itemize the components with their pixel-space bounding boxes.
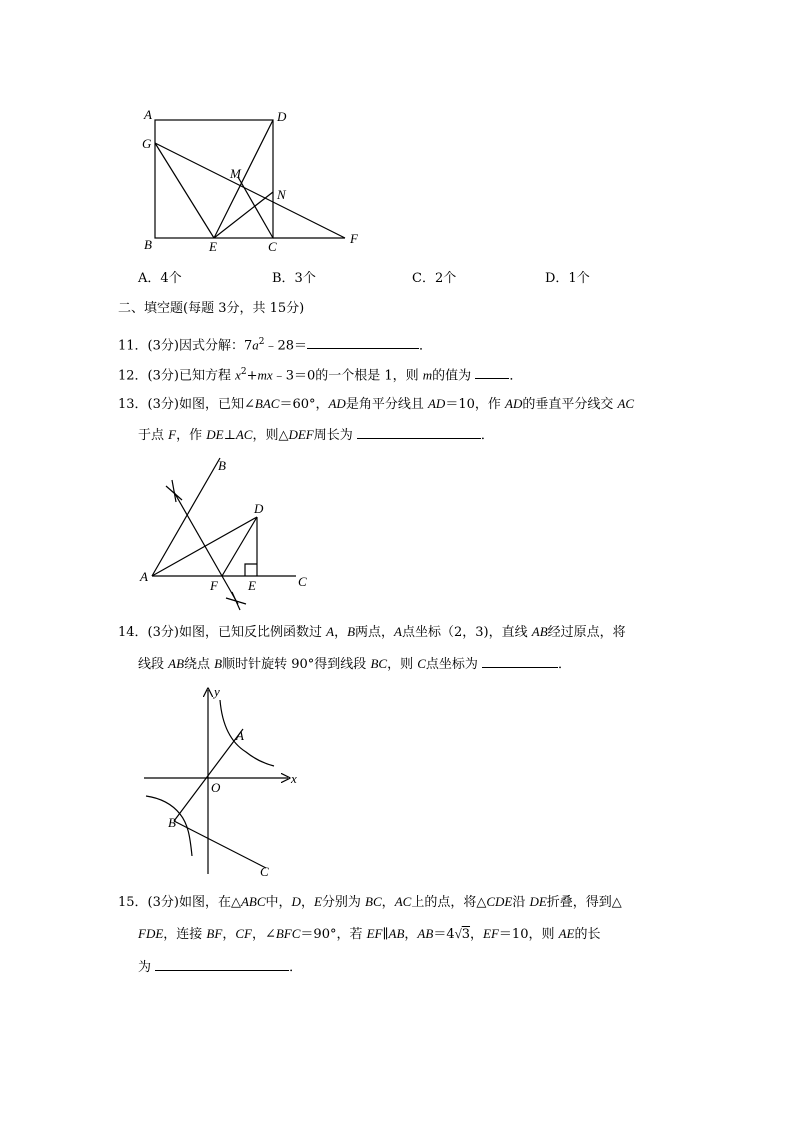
answer-blank-14 [482, 654, 558, 668]
question-14-line-2: 线段 AB绕点 B顺时针旋转 90°得到线段 BC，则 C点坐标为 ． [138, 656, 572, 672]
label-C: C [268, 239, 277, 254]
label-D: D [277, 109, 287, 124]
question-13-line-2: 于点 F，作 DE⊥AC，则△DEF周长为 ． [138, 427, 494, 443]
axis-y-label: y [214, 684, 220, 699]
section-title: 二、填空题(每题 3分，共 15分) [118, 301, 305, 316]
label-B3: B [168, 815, 176, 830]
label-B: B [144, 237, 152, 252]
option-b: B．3个 [272, 271, 316, 286]
answer-blank-12 [475, 365, 509, 379]
label-M: M [230, 166, 241, 181]
figure-coordinate-graph [138, 684, 308, 879]
label-E2: E [248, 578, 256, 593]
label-B2: B [218, 458, 226, 473]
answer-blank-11 [307, 335, 419, 349]
label-F: F [350, 231, 358, 246]
question-11: 11．(3分)因式分解：$7a^2﹣28=$ ． [118, 337, 433, 354]
label-F2: F [210, 578, 218, 593]
answer-blank-15 [155, 957, 289, 971]
axis-x-label: x [291, 771, 297, 786]
label-A: A [144, 107, 152, 122]
question-15-line-2: FDE，连接 BF，CF，∠BFC＝90°，若 EF∥AB，AB＝4√3，EF＝10，则 AE的长 [138, 926, 601, 942]
question-13-line-1: 13．(3分)如图，已知∠BAC＝60°，AD是角平分线且 AD＝10，作 AD的垂直平分线交 AC [118, 396, 635, 412]
question-15-line-3: 为 ． [138, 957, 302, 977]
question-12: 12．(3分)已知方程 $x^2+mx﹣3=0$的一个根是 1，则 m的值为 ． [118, 367, 523, 384]
label-C2: C [298, 574, 307, 589]
label-D2: D [254, 501, 264, 516]
question-14-line-1: 14．(3分)如图，已知反比例函数过 A，B两点，A点坐标（2，3)，直线 AB经过原点，将 [118, 624, 626, 640]
answer-blank-13 [357, 425, 481, 439]
label-G: G [142, 136, 152, 151]
label-E: E [209, 239, 217, 254]
figure-square [130, 104, 370, 254]
label-C3: C [260, 864, 269, 879]
option-c: C．2个 [412, 271, 457, 286]
option-d: D．1个 [545, 271, 590, 286]
option-a: A．4个 [138, 271, 182, 286]
label-N: N [277, 187, 286, 202]
figure-angle-bisector [138, 450, 318, 615]
label-A2: A [140, 569, 148, 584]
label-A3: A [236, 728, 244, 743]
label-O: O [211, 780, 221, 795]
question-15-line-1: 15．(3分)如图，在△ABC中，D，E分别为 BC，AC上的点，将△CDE沿 DE折叠，得到△ [118, 894, 622, 910]
